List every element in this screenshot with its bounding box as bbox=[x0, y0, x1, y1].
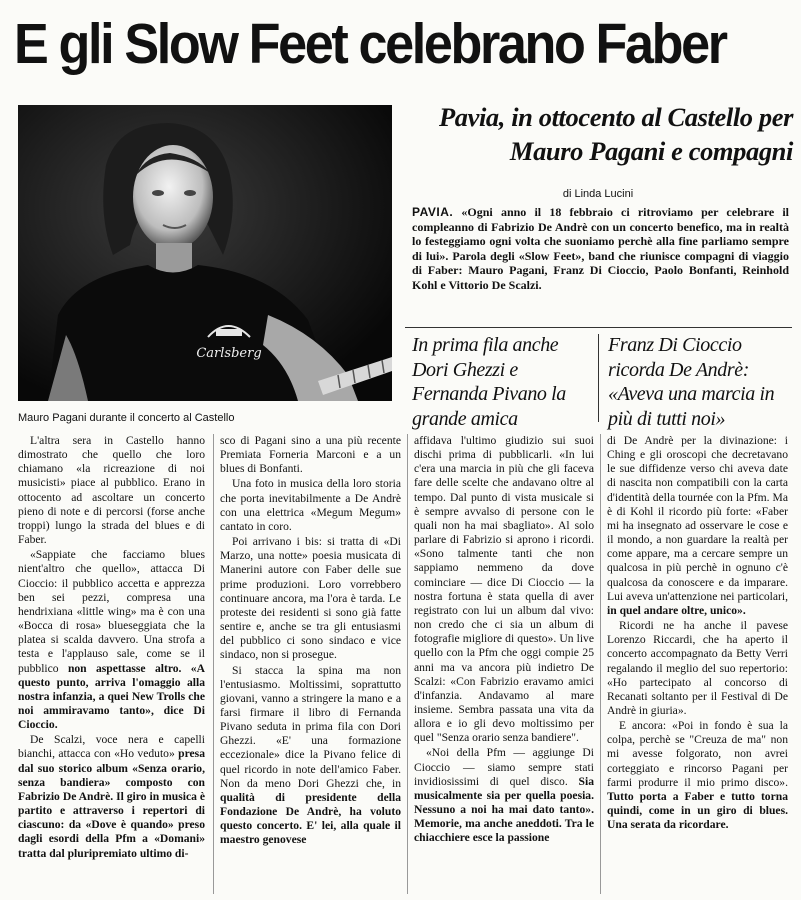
paragraph bbox=[18, 733, 205, 860]
paragraph-text: «Noi della Pfm — aggiunge Di Cioccio — siamo sempre stati invidiosissimi di quel disco. bbox=[414, 746, 594, 788]
subheadline: Pavia, in ottocento al Castello per Mauro Pagani e compagni bbox=[438, 102, 793, 166]
text-column-1 bbox=[18, 434, 205, 894]
paragraph-bold-text: presa dal suo storico album «Senza orario, senza bandiera» composto con Fabrizio De Andrè. Il giro in musica è partito e attraverso i repertori di ciascuno: da «Dove è quando» preso dagli esordi della Pfm a «Domani» tratta dal pluripremiato ultimo di- bbox=[18, 747, 205, 860]
paragraph bbox=[607, 619, 788, 718]
paragraph bbox=[414, 434, 594, 745]
paragraph-text: Una foto in musica della loro storia che porta inevitabilmente a De Andrè con una elettrica «Megum Megum» cantato in coro. bbox=[220, 477, 401, 533]
photo-caption: Mauro Pagani durante il concerto al Castello bbox=[18, 412, 235, 424]
text-column-3 bbox=[414, 434, 594, 894]
lead-text: «Ogni anno il 18 febbraio ci ritroviamo per celebrare il compleanno di Fabrizio De Andrè con un concerto benefico, ma in realtà lo festeggiamo ogni volta che suoniamo perchè alla fine parliamo sempre di lui». Parola degli «Slow Feet», band che riunisce compagni di viaggio di Faber: Mauro Pagani, Franz Di Cioccio, Paolo Bonfanti, Reinhold Kohl e Vittorio De Scalzi. bbox=[412, 205, 790, 292]
divider-lead bbox=[405, 327, 792, 328]
paragraph-text: E ancora: «Poi in fondo è sua la colpa, perchè se "Creuza de ma" non mi avesse folgorato, non avrei corteggiato e rincorso Pagani per farmi produrre il mio primo disco». bbox=[607, 719, 788, 789]
paragraph-text: «Sappiate che facciamo blues nient'altro che quello», attacca Di Cioccio: il pubblico accetta e apprezza ben sei pezzi, compresa una hendrixiana «little wing» ma è con una «Bocca di rosa» blueseggiata che la platea si scalda davvero. Una strofa a testa e l'applauso sale, come se il pubblico bbox=[18, 548, 205, 675]
text-column-4 bbox=[607, 434, 788, 894]
paragraph-text: sco di Pagani sino a una più recente Premiata Forneria Marconi e a un blues di Bonfanti. bbox=[220, 434, 401, 476]
divider-pullquotes bbox=[598, 334, 599, 422]
lead-paragraph bbox=[412, 205, 789, 293]
dateline-city: PAVIA. bbox=[412, 205, 454, 219]
paragraph-text: Si stacca la spina ma non l'entusiasmo. Moltissimi, soprattutto giovani, vanno a stringere la mano e a farsi firmare il libro di Fernanda Pivano seduta in prima fila con Dori Ghezzi. «E' una formazione eccezionale» dice la Pivano felice di quel ricordo in note dell'amico Faber. Non da meno Dori Ghezzi che, in bbox=[220, 663, 401, 790]
paragraph-bold-text: non aspettasse altro. «A questo punto, arriva l'omaggio alla nostra infanzia, a quei New Trolls che noi ammiravamo tanto», dice Di Cioccio. bbox=[18, 661, 205, 732]
paragraph-text: De Scalzi, voce nera e capelli bianchi, attacca con «Ho veduto» bbox=[18, 733, 205, 761]
paragraph-text: Poi arrivano i bis: si tratta di «Di Marzo, una notte» poesia musicata di Manerini autore con Faber delle sue prime produzioni. Loro vorrebbero continuare ancora, ma l'ora è tarda. Le proteste dei residenti si sono già fatte sentire e, anche se tra gli entusiasmi del pubblico ci sono sindaco e vice sindaco, non si prosegue. bbox=[220, 535, 401, 662]
column-rule-3 bbox=[600, 434, 601, 894]
paragraph bbox=[220, 434, 401, 476]
pullquote-right: Franz Di Cioccio ricorda De Andrè: «Aveva una marcia in più di tutti noi» bbox=[608, 334, 775, 430]
headline: E gli Slow Feet celebrano Faber bbox=[14, 12, 726, 76]
paragraph bbox=[18, 548, 205, 732]
paragraph-bold-text: Tutto porta a Faber e tutto torna quindi, come in un giro di blues. Una serata da ricordare. bbox=[607, 789, 788, 832]
column-rule-2 bbox=[407, 434, 408, 894]
paragraph-bold-text: qualità di presidente della Fondazione De Andrè, ha voluto questo concerto. E' lei, alla quale il maestro genovese bbox=[220, 790, 401, 847]
byline: di Linda Lucini bbox=[562, 188, 634, 200]
pullquote-left: In prima fila anche Dori Ghezzi e Fernanda Pivano la grande amica bbox=[412, 334, 566, 430]
paragraph-text: Ricordi ne ha anche il pavese Lorenzo Riccardi, che ha aperto il concerto accompagnato da Betty Verri regalando il meglio del suo repertorio: «Ho partecipato al concorso di Recanati soltanto per il Festival di De Andrè in giuria». bbox=[607, 619, 788, 717]
paragraph bbox=[607, 719, 788, 832]
concert-photo bbox=[18, 105, 392, 401]
paragraph bbox=[220, 477, 401, 534]
paragraph-text: L'altra sera in Castello hanno dimostrato che quello che loro chiamano «la ricreazione di noi musicisti» piace al pubblico. Erano in ottocento ad ascoltare un concerto pieno di note e di percorsi (forse anche troppi) lungo la strada del blues e di Faber. bbox=[18, 434, 205, 547]
paragraph bbox=[220, 535, 401, 662]
paragraph-bold-text: in quel andare oltre, unico». bbox=[607, 603, 746, 617]
photo-musician-illustration bbox=[18, 105, 392, 401]
shirt-logo: Carlsberg bbox=[196, 346, 262, 361]
paragraph-text: di De Andrè per la divinazione: i Ching e gli oroscopi che decretavano le sue diffidenze verso chi aveva date di nascita non compatibili con la carta d'identità della tournée con la Pfm. Ma è di Kohl il ricordo più forte: «Faber mi ha insegnato ad osservare le cose e il mondo, a non guardare la realtà per come appare, ma a cercare sempre un qualcosa in più perchè in ognuno c'è qualcosa da conoscere e da imparare. Lui aveva un'attenzione nei particolari, bbox=[607, 434, 788, 603]
text-column-2 bbox=[220, 434, 401, 894]
paragraph bbox=[607, 434, 788, 618]
paragraph-text: affidava l'ultimo giudizio sui suoi dischi prima di pubblicarli. «In lui c'era una marcia in più che gli faceva fare delle scelte che andavano oltre al tempo. Dal punto di vista musicale si è sempre avvalso di persone con le quali non ha mai sbagliato». Al solo parlare di Fabrizio si aprono i ricordi. «Sono talmente tanti che non sappiamo nemmeno da dove cominciare — dice Di Cioccio — la nostra fortuna è stata quella di aver registrato con lui un album dal vivo: non credo che ci sia un album di fotografie migliore di questo». Un live quello con la Pfm che oggi compie 25 anni ma va ancora più indietro De Scalzi: «Con Fabrizio eravamo amici d'infanzia. Andavamo al mare insieme. Sembra passata una vita da allora e io gli devo moltissimo per quel "Senza orario senza bandiere". bbox=[414, 434, 594, 745]
column-rule-1 bbox=[213, 434, 214, 894]
paragraph bbox=[414, 746, 594, 845]
paragraph bbox=[18, 434, 205, 547]
paragraph-bold-text: Sia musicalmente sia per quella poesia. Nessuno a noi ha mai dato tanto». Memorie, ma anche aneddoti. Tra le chiacchiere esce la passione bbox=[414, 774, 594, 845]
paragraph bbox=[220, 664, 401, 848]
